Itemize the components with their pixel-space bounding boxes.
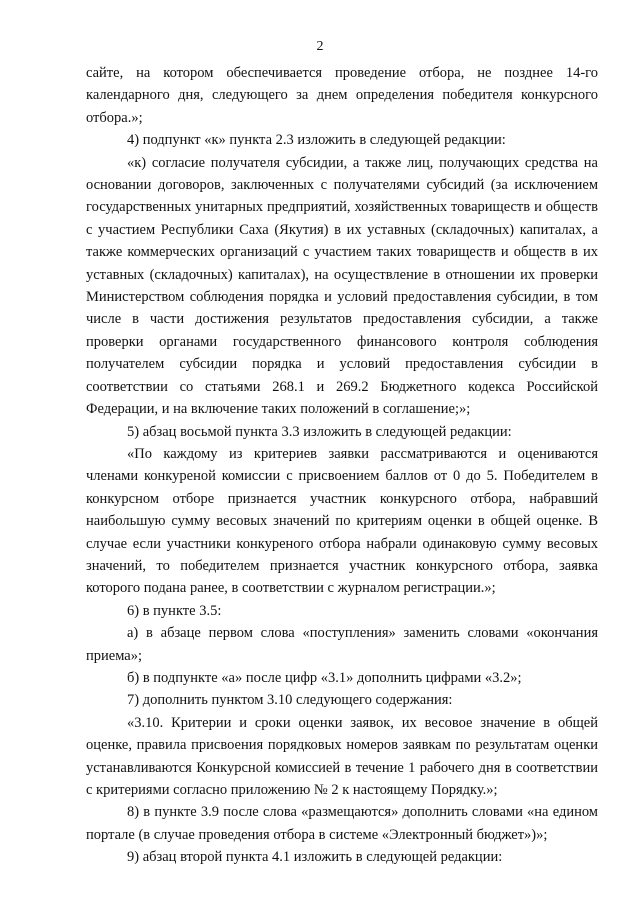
- page-number: 2: [316, 39, 324, 54]
- paragraph: 6) в пункте 3.5:: [127, 602, 222, 619]
- paragraph: «По каждому из критериев заявки рассматриваются и оцениваются членами конкуреной комиссии с присвоением баллов от 0 до 5. Победителем в конкурсном отборе признается участник конкурсного отбора, набравший наибольшую сумму весовых значений по критериям оценки в общей оценке. В случае если участники конкуреного отбора набрали одинаковую сумму весовых значений, то победителем признается участник конкурсного отбора, заявка которого подана ранее, в соответствии с журналом регистрации.»;: [86, 445, 598, 597]
- paragraph: 9) абзац второй пункта 4.1 изложить в следующей редакции:: [127, 849, 503, 866]
- document-body: [86, 62, 598, 869]
- paragraph: 4) подпункт «к» пункта 2.3 изложить в следующей редакции:: [127, 132, 506, 149]
- paragraph: 5) абзац восьмой пункта 3.3 изложить в следующей редакции:: [127, 423, 512, 440]
- paragraph: 7) дополнить пунктом 3.10 следующего содержания:: [127, 692, 453, 709]
- paragraph: сайте, на котором обеспечивается проведение отбора, не позднее 14-го календарного дня, следующего за днем определения победителя конкурсного отбора.»;: [86, 65, 598, 126]
- paragraph: «к) согласие получателя субсидии, а также лиц, получающих средства на основании договоров, заключенных с получателями субсидий (за исключением государственных унитарных предприятий, хозяйственных товариществ и обществ с участием Республики Саха (Якутия) в их уставных (складочных) капиталах, а также коммерческих организаций с участием таких товариществ и обществ в их уставных (складочных) капиталах), на осуществление в отношении их проверки Министерством соблюдения порядка и условий предоставления субсидии, в том числе в части достижения результатов предоставления субсидии, а также проверки органами государственного финансового контроля соблюдения получателем субсидии порядка и условий предоставления субсидии в соответствии со статьями 268.1 и 269.2 Бюджетного кодекса Российской Федерации, и на включение таких положений в соглашение;»;: [86, 154, 598, 418]
- paragraph: б) в подпункте «а» после цифр «3.1» дополнить цифрами «3.2»;: [127, 669, 522, 686]
- paragraph: 8) в пункте 3.9 после слова «размещаются» дополнить словами «на едином портале (в случае проведения отбора в системе «Электронный бюджет»)»;: [86, 804, 598, 843]
- paragraph: «3.10. Критерии и сроки оценки заявок, их весовое значение в общей оценке, правила присвоения порядковых номеров заявкам по результатам оценки устанавливаются Конкурсной комиссией в течение 1 рабочего дня в соответствии с критериями согласно приложению № 2 к настоящему Порядку.»;: [86, 714, 598, 798]
- paragraph: а) в абзаце первом слова «поступления» заменить словами «окончания приема»;: [86, 625, 598, 664]
